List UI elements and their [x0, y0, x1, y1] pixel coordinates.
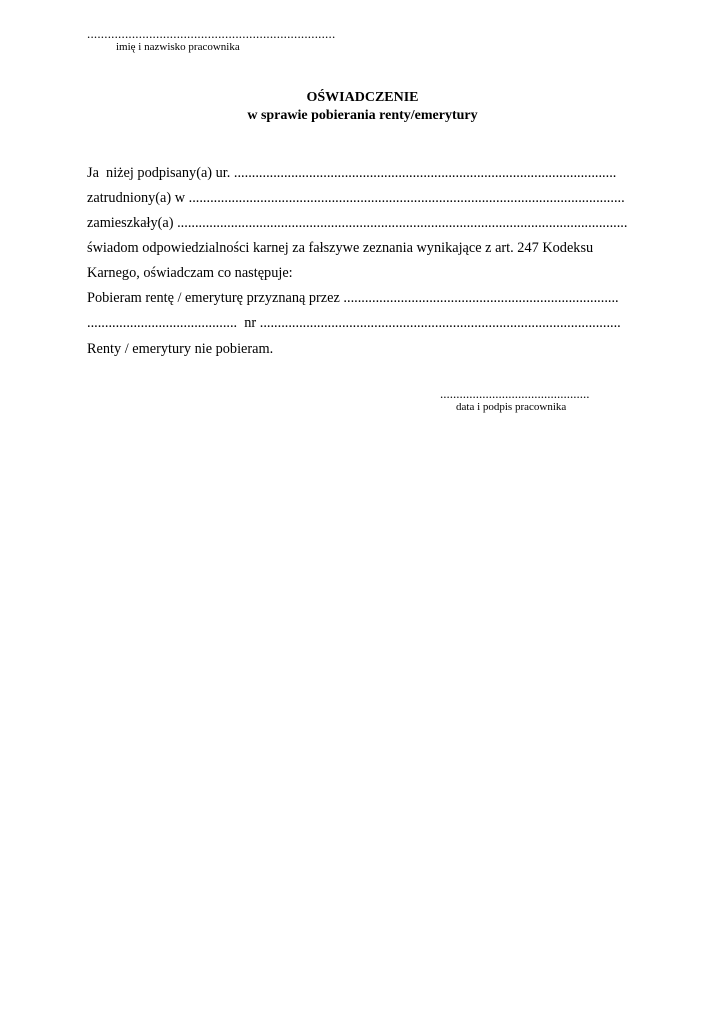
birth-date-line: Ja niżej podpisany(a) ur. ........................................................................................................... [87, 165, 617, 181]
employer-line: zatrudniony(a) w .......................................................................................................................... [87, 190, 625, 206]
signature-caption: data i podpis pracownika [456, 401, 567, 413]
declaration-intro-line: Karnego, oświadczam co następuje: [87, 265, 293, 281]
no-pension-line: Renty / emerytury nie pobieram. [87, 341, 274, 357]
signature-dotted-line: .............................................. [440, 386, 590, 401]
residence-line: zamieszkały(a) .............................................................................................................................. [87, 215, 628, 231]
employee-name-caption: imię i nazwisko pracownika [116, 41, 240, 53]
liability-statement-line: świadom odpowiedzialności karnej za fałszywe zeznania wynikające z art. 247 Kodeksu [87, 240, 594, 256]
pension-number-line: .......................................... nr ..................................................................................................... [87, 315, 621, 331]
pension-granted-by-line: Pobieram rentę / emeryturę przyznaną przez ............................................................................. [87, 290, 619, 306]
employee-name-dotted-line: ........................................................................ [87, 26, 336, 41]
document-title: OŚWIADCZENIE [306, 90, 419, 105]
document-subtitle: w sprawie pobierania renty/emerytury [247, 108, 478, 123]
